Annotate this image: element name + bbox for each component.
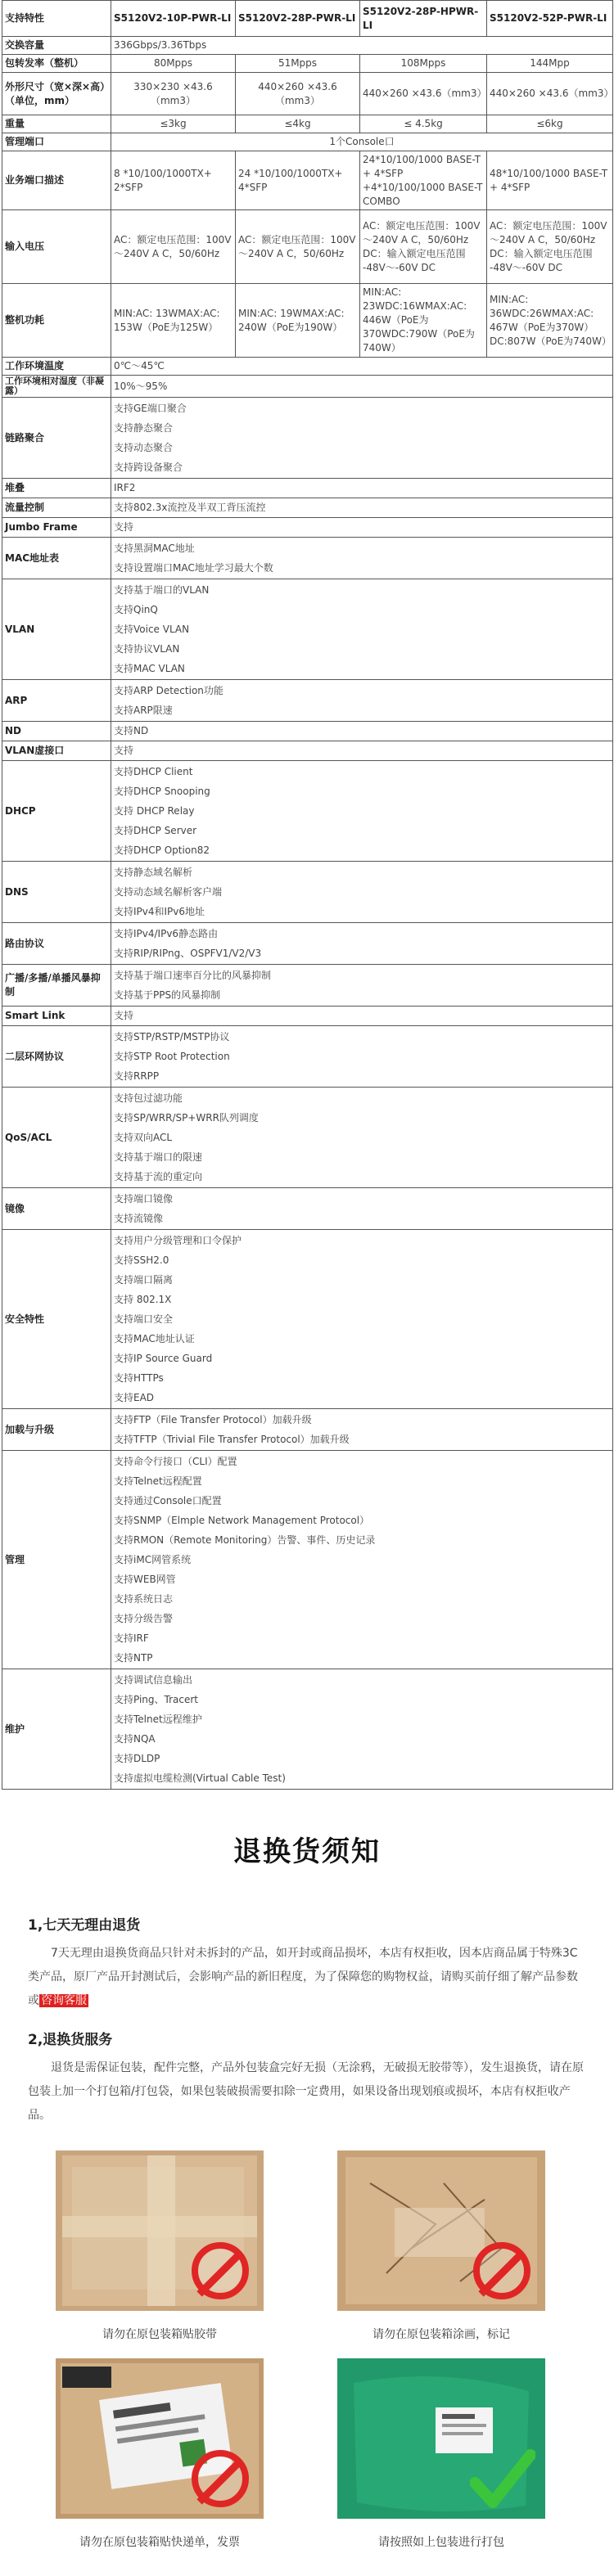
list-item: 支持NTP <box>114 1652 153 1664</box>
row-value: 支持 <box>111 1007 613 1026</box>
list-item: 支持IP Source Guard <box>114 1353 213 1364</box>
row-label: VLAN虚接口 <box>2 741 111 761</box>
row-label: 输入电压 <box>2 210 111 284</box>
list-item: 支持命令行接口（CLI）配置 <box>114 1456 237 1467</box>
list-item: 支持双向ACL <box>114 1132 173 1143</box>
list-item: 支持系统日志 <box>114 1593 174 1605</box>
header-model-1: S5120V2-10P-PWR-LI <box>111 1 236 37</box>
row-label: Jumbo Frame <box>2 518 111 538</box>
section-1-title: 1,七天无理由退货 <box>28 1917 141 1934</box>
cell: MIN:AC: 23WDC:16WMAX:AC: 446W（PoE为370WDC:790W（PoE为740W） <box>360 284 487 358</box>
list-item: 支持FTP（File Transfer Protocol）加载升级 <box>114 1414 312 1425</box>
list-item: 支持端口隔离 <box>114 1274 174 1286</box>
box-with-label-image <box>56 2358 264 2519</box>
header-model-2: S5120V2-28P-PWR-LI <box>236 1 360 37</box>
correct-packing-image <box>337 2358 545 2519</box>
table-row <box>2 1088 613 1188</box>
photo-card-label <box>28 2358 291 2551</box>
cell: MIN:AC: 36WDC:26WMAX:AC: 467W（PoE为370W）DC:807W（PoE为740W） <box>487 284 613 358</box>
cell: MIN:AC: 19WMAX:AC: 240W（PoE为190W） <box>236 284 360 358</box>
list-item: 支持IPv4和IPv6地址 <box>114 906 205 917</box>
table-header-row <box>2 1 613 37</box>
table-row <box>2 37 613 55</box>
cell: 440×260 ×43.6（mm3） <box>236 73 360 115</box>
table-row <box>2 376 613 398</box>
list-item: 支持端口镜像 <box>114 1193 174 1205</box>
list-item: 支持调试信息输出 <box>114 1674 193 1686</box>
cell: 8 *10/100/1000TX+ 2*SFP <box>111 151 236 210</box>
list-item: 支持基于PPS的风暴抑制 <box>114 989 221 1001</box>
cell: AC：额定电压范围：100V～240V A C，50/60Hz <box>236 210 360 284</box>
row-label: 镜像 <box>2 1188 111 1230</box>
cell: 24 *10/100/1000TX+ 4*SFP <box>236 151 360 210</box>
list-item: 支持RMON（Remote Monitoring）告警、事件、历史记录 <box>114 1534 376 1546</box>
prohibited-icon <box>473 2242 530 2299</box>
list-item: 支持静态域名解析 <box>114 867 193 878</box>
cell: 440×260 ×43.6（mm3） <box>360 73 487 115</box>
header-model-3: S5120V2-28P-HPWR-LI <box>360 1 487 37</box>
table-row <box>2 73 613 115</box>
list-item: 支持动态聚合 <box>114 442 174 453</box>
row-list <box>111 862 613 923</box>
list-item: 支持DLDP <box>114 1753 160 1764</box>
row-list <box>111 398 613 479</box>
row-list <box>111 680 613 722</box>
cell: ≤4kg <box>236 115 360 133</box>
list-item: 支持DHCP Option82 <box>114 844 210 856</box>
cell: ≤3kg <box>111 115 236 133</box>
header-model-4: S5120V2-52P-PWR-LI <box>487 1 613 37</box>
table-row <box>2 862 613 923</box>
list-item: 支持跨设备聚合 <box>114 462 183 473</box>
list-item: 支持基于流的重定向 <box>114 1171 203 1182</box>
cell: 144Mpp <box>487 55 613 73</box>
table-row <box>2 1230 613 1409</box>
row-label: 外形尺寸（宽×深×高）（单位，mm） <box>2 73 111 115</box>
list-item: 支持虚拟电缆检测(Virtual Cable Test) <box>114 1772 286 1784</box>
row-value: 0℃～45℃ <box>111 358 613 376</box>
list-item: 支持动态域名解析客户端 <box>114 886 223 898</box>
cell: MIN:AC: 13WMAX:AC: 153W（PoE为125W） <box>111 284 236 358</box>
list-item: 支持MAC VLAN <box>114 663 185 674</box>
box-with-marks-image <box>337 2150 545 2311</box>
row-label: 广播/多播/单播风暴抑制 <box>2 965 111 1007</box>
prohibited-icon <box>192 2242 249 2299</box>
table-row <box>2 1409 613 1451</box>
row-value: 支持 <box>111 741 613 761</box>
header-feature: 支持特性 <box>2 1 111 37</box>
row-list <box>111 1188 613 1230</box>
cell: ≤ 4.5kg <box>360 115 487 133</box>
table-row <box>2 151 613 210</box>
row-label: 交换容量 <box>2 37 111 55</box>
table-row <box>2 1669 613 1790</box>
row-value: 支持 <box>111 518 613 538</box>
row-list <box>111 1409 613 1451</box>
list-item: 支持IPv4/IPv6静态路由 <box>114 928 219 939</box>
row-label: 加载与升级 <box>2 1409 111 1451</box>
row-label: ARP <box>2 680 111 722</box>
list-item: 支持Telnet远程维护 <box>114 1714 202 1725</box>
row-label: 管理端口 <box>2 133 111 151</box>
list-item: 支持STP/RSTP/MSTP协议 <box>114 1031 230 1043</box>
list-item: 支持设置端口MAC地址学习最大个数 <box>114 562 273 574</box>
photo-caption: 请按照如上包装进行打包 <box>378 2536 504 2549</box>
table-row <box>2 498 613 518</box>
list-item: 支持HTTPs <box>114 1372 164 1384</box>
table-row <box>2 518 613 538</box>
row-label: Smart Link <box>2 1007 111 1026</box>
list-item: 支持流镜像 <box>114 1213 164 1224</box>
cell: 440×260 ×43.6（mm3） <box>487 73 613 115</box>
cell: 51Mpps <box>236 55 360 73</box>
list-item: 支持基于端口速率百分比的风暴抑制 <box>114 970 272 981</box>
checkmark-icon <box>470 2447 535 2512</box>
notice-title: 退换货须知 <box>233 1835 381 1868</box>
row-list <box>111 1230 613 1409</box>
table-row <box>2 923 613 965</box>
list-item: 支持分级告警 <box>114 1613 174 1624</box>
list-item: 支持QinQ <box>114 604 158 615</box>
photo-card-marking <box>309 2150 573 2344</box>
list-item: 支持协议VLAN <box>114 643 180 655</box>
section-1-text <box>28 1942 586 2013</box>
table-row <box>2 680 613 722</box>
row-list <box>111 761 613 862</box>
cell: 48*10/100/1000 BASE-T + 4*SFP <box>487 151 613 210</box>
table-row <box>2 210 613 284</box>
table-row <box>2 741 613 761</box>
row-label: DNS <box>2 862 111 923</box>
cell: 330×230 ×43.6（mm3） <box>111 73 236 115</box>
list-item: 支持通过Console口配置 <box>114 1495 222 1506</box>
packaging-photo-grid <box>28 2150 586 2551</box>
list-item: 支持ARP限速 <box>114 705 173 716</box>
cell: AC：额定电压范围：100V～240V A C，50/60Hz <box>111 210 236 284</box>
table-row <box>2 55 613 73</box>
list-item: 支持SP/WRR/SP+WRR队列调度 <box>114 1112 259 1124</box>
row-label: 工作环境温度 <box>2 358 111 376</box>
row-label: 整机功耗 <box>2 284 111 358</box>
list-item: 支持DHCP Snooping <box>114 786 210 797</box>
section-2-title: 2,退换货服务 <box>28 2032 113 2048</box>
cell: ≤6kg <box>487 115 613 133</box>
prohibited-icon <box>192 2450 249 2507</box>
table-row <box>2 538 613 579</box>
section-2-text: 退货是需保证包装，配件完整，产品外包装盒完好无损（无涂鸦，无破损无胶带等），发生退换货，请在原包装上加一个打包箱/打包袋，如果包装破损需要扣除一定费用，如果设备出现划痕或损坏，本店有权拒收产品。 <box>28 2061 584 2122</box>
table-row <box>2 1188 613 1230</box>
cell: 24*10/100/1000 BASE-T + 4*SFP +4*10/100/1000 BASE-T COMBO <box>360 151 487 210</box>
list-item: 支持NQA <box>114 1733 156 1745</box>
list-item: 支持DHCP Client <box>114 766 193 777</box>
list-item: 支持IRF <box>114 1633 149 1644</box>
cell: 108Mpps <box>360 55 487 73</box>
spec-table <box>2 0 613 1790</box>
list-item: 支持静态聚合 <box>114 422 174 434</box>
list-item: 支持STP Root Protection <box>114 1051 230 1062</box>
table-row <box>2 398 613 479</box>
table-row <box>2 579 613 680</box>
row-value: 10%～95% <box>111 376 613 398</box>
list-item: 支持TFTP（Trivial File Transfer Protocol）加载升级 <box>114 1434 350 1445</box>
row-label: 重量 <box>2 115 111 133</box>
row-label: 工作环境相对湿度（非凝露） <box>2 376 111 398</box>
list-item: 支持RIP/RIPng、OSPFV1/V2/V3 <box>114 948 262 959</box>
row-label: DHCP <box>2 761 111 862</box>
row-value: 支持802.3x流控及半双工背压流控 <box>111 498 613 518</box>
row-list <box>111 1669 613 1790</box>
row-label: 流量控制 <box>2 498 111 518</box>
list-item: 支持端口安全 <box>114 1313 174 1325</box>
table-row <box>2 1451 613 1669</box>
list-item: 支持Telnet远程配置 <box>114 1475 202 1487</box>
cell: 80Mpps <box>111 55 236 73</box>
list-item: 支持Ping、Tracert <box>114 1694 199 1705</box>
row-label: 二层环网协议 <box>2 1026 111 1088</box>
table-row <box>2 358 613 376</box>
list-item: 支持GE端口聚合 <box>114 403 187 414</box>
return-notice-section <box>0 1790 614 2576</box>
table-row <box>2 722 613 741</box>
row-list <box>111 923 613 965</box>
row-value: 336Gbps/3.36Tbps <box>111 37 613 55</box>
list-item: 支持RRPP <box>114 1070 160 1082</box>
list-item: 支持 802.1X <box>114 1294 172 1305</box>
row-value: IRF2 <box>111 479 613 498</box>
table-row <box>2 1026 613 1088</box>
row-label: VLAN <box>2 579 111 680</box>
row-label: QoS/ACL <box>2 1088 111 1188</box>
table-row <box>2 133 613 151</box>
table-row <box>2 284 613 358</box>
list-item: 支持基于端口的限速 <box>114 1151 203 1163</box>
photo-caption: 请勿在原包装箱贴胶带 <box>102 2328 217 2341</box>
list-item: 支持SNMP（Elmple Network Management Protocol） <box>114 1515 370 1526</box>
row-list <box>111 579 613 680</box>
list-item: 支持iMC网管系统 <box>114 1554 192 1565</box>
row-label: MAC地址表 <box>2 538 111 579</box>
list-item: 支持黑洞MAC地址 <box>114 543 195 554</box>
photo-card-correct <box>309 2358 573 2551</box>
row-label: ND <box>2 722 111 741</box>
list-item: 支持包过滤功能 <box>114 1092 183 1104</box>
row-list <box>111 1026 613 1088</box>
section-1-body: 7天无理由退换货商品只针对未拆封的产品，如开封或商品损坏，本店有权拒收，因本店商品属于特殊3C类产品，原厂产品开封测试后，会影响产品的新旧程度，为了保障您的购物权益，请购买前仔细了解产品参数或 <box>28 1947 578 2007</box>
row-label: 维护 <box>2 1669 111 1790</box>
table-row <box>2 965 613 1007</box>
row-label: 管理 <box>2 1451 111 1669</box>
photo-caption: 请勿在原包装箱涂画，标记 <box>372 2328 510 2341</box>
list-item: 支持DHCP Server <box>114 825 197 836</box>
row-list <box>111 965 613 1007</box>
list-item: 支持MAC地址认证 <box>114 1333 195 1344</box>
row-list <box>111 538 613 579</box>
row-label: 安全特性 <box>2 1230 111 1409</box>
list-item: 支持基于端口的VLAN <box>114 584 210 596</box>
list-item: 支持EAD <box>114 1392 155 1403</box>
table-row <box>2 115 613 133</box>
box-with-tape-image <box>56 2150 264 2311</box>
list-item: 支持 DHCP Relay <box>114 805 195 817</box>
row-value: 支持ND <box>111 722 613 741</box>
row-list <box>111 1451 613 1669</box>
row-value: 1个Console口 <box>111 133 613 151</box>
row-label: 业务端口描述 <box>2 151 111 210</box>
row-label: 链路聚合 <box>2 398 111 479</box>
list-item: 支持用户分级管理和口令保护 <box>114 1235 242 1246</box>
row-label: 路由协议 <box>2 923 111 965</box>
row-list <box>111 1088 613 1188</box>
cell: AC：额定电压范围：100V～240V A C，50/60Hz DC：输入额定电压范围 -48V～-60V DC <box>360 210 487 284</box>
list-item: 支持WEB网管 <box>114 1574 176 1585</box>
cell: AC：额定电压范围：100V～240V A C，50/60Hz DC：输入额定电压范围 -48V～-60V DC <box>487 210 613 284</box>
table-row <box>2 479 613 498</box>
row-label: 堆叠 <box>2 479 111 498</box>
table-row <box>2 761 613 862</box>
list-item: 支持Voice VLAN <box>114 624 190 635</box>
row-label: 包转发率（整机） <box>2 55 111 73</box>
photo-caption: 请勿在原包装箱贴快递单，发票 <box>79 2536 240 2549</box>
table-row <box>2 1007 613 1026</box>
list-item: 支持SSH2.0 <box>114 1254 169 1266</box>
list-item: 支持ARP Detection功能 <box>114 685 223 696</box>
photo-card-tape <box>28 2150 291 2344</box>
contact-service-highlight: 咨询客服 <box>41 1994 87 2007</box>
